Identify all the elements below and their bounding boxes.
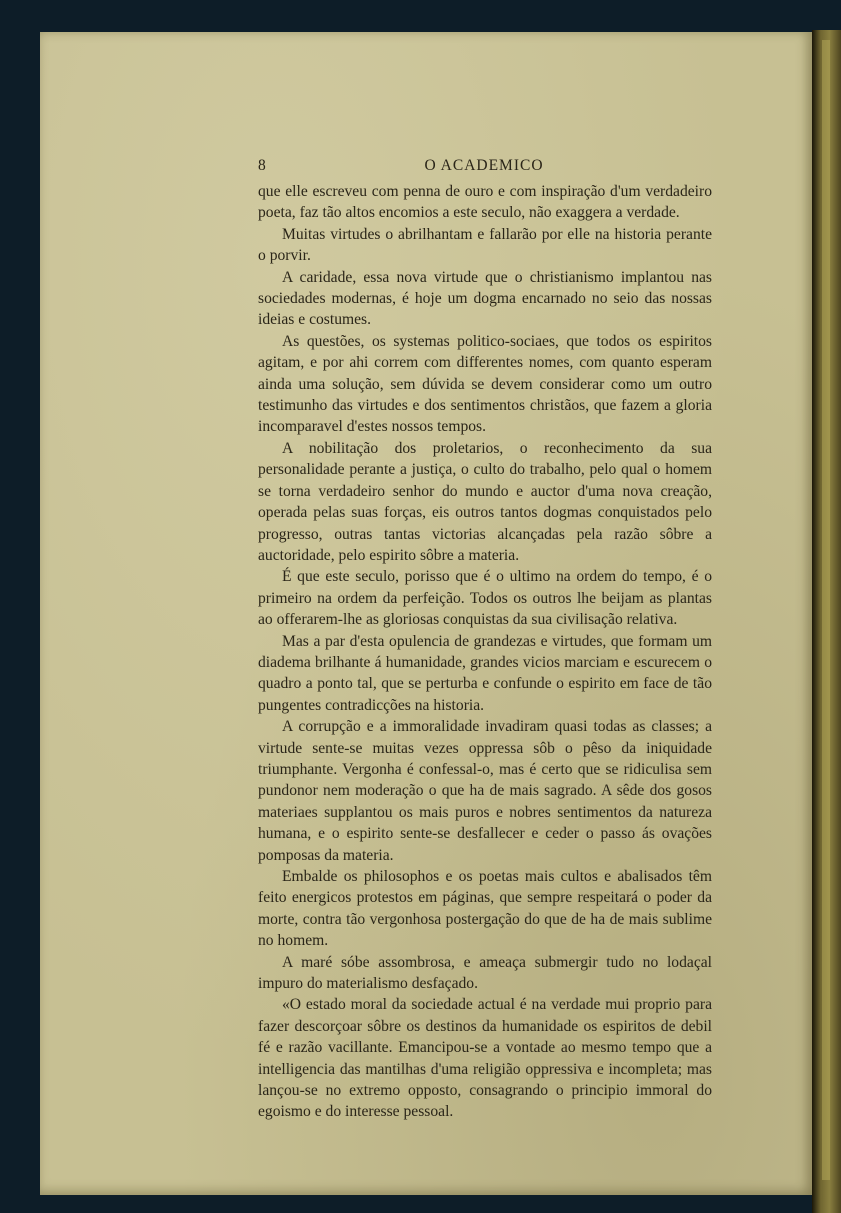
page-header <box>258 157 710 179</box>
paragraph-7: Mas a par d'esta opulencia de grandezas e virtudes, que formam um diadema brilhante á humanidade, grandes vicios marciam e escurecem o quadro a ponto tal, que se perturba e confunde o espirito em face de tão pungentes contradicções na historia. <box>258 632 712 714</box>
paragraph-6: É que este seculo, porisso que é o ultimo na ordem do tempo, é o primeiro na ordem da perfeição. Todos os outros lhe beijam as plantas ao offerarem-lhe as gloriosas conquistas da sua civilisação relativa. <box>258 568 712 629</box>
paragraph-8: A corrupção e a immoralidade invadiram quasi todas as classes; a virtude sente-se muitas vezes oppressa sôb o pêso da iniquidade triumphante. Vergonha é confessal-o, mas é certo que se ridiculisa sem pundonor nem moderação o que ha de mais sagrado. A sêde dos gosos materiaes supplantou os mais puros e nobres sentimentos da natureza humana, e o espirito sente-se desfallecer e ceder o passo ás ovações pomposas da materia. <box>258 718 712 864</box>
paragraph-10: A maré sóbe assombrosa, e ameaça submergir tudo no lodaçal impuro do materialismo desfaçado. <box>258 953 712 993</box>
paragraph-9: Embalde os philosophos e os poetas mais cultos e abalisados têm feito energicos protestos em páginas, que sempre respeitará o poder da morte, contra tão vergonhosa postergação do que de ha de mais sublime no homem. <box>258 868 712 950</box>
paragraph-11: «O estado moral da sociedade actual é na verdade mui proprio para fazer descorçoar sôbre os destinos da humanidade os espiritos de debil fé e razão vacillante. Emancipou-se a vontade ao mesmo tempo que a intelligencia das mantilhas d'uma religião oppressiva e incompleta; mas lançou-se no extremo opposto, consagrando o principio immoral do egoismo e do interesse pessoal. <box>258 996 712 1121</box>
paragraph-1: que elle escreveu com penna de ouro e com inspiração d'um verdadeiro poeta, faz tão altos encomios a este seculo, não exaggera a verdade. <box>258 183 712 222</box>
paragraph-2: Muitas virtudes o abrilhantam e fallarão por elle na historia perante o porvir. <box>258 225 712 265</box>
page-number: 8 <box>258 157 266 174</box>
body-text <box>258 181 712 1123</box>
paragraph-3: A caridade, essa nova virtude que o christianismo implantou nas sociedades modernas, é hoje um dogma encarnado no seio das nossas ideias e costumes. <box>258 268 712 329</box>
paragraph-5: A nobilitação dos proletarios, o reconhecimento da sua personalidade perante a justiça, o culto do trabalho, pelo qual o homem se torna verdadeiro senhor do mundo e auctor d'uma nova creação, operada pelas suas forças, eis outros tantos dogmas conquistados pelo progresso, outras tantas victorias alcançadas pela razão sôbre a auctoridade, pelo espirito sôbre a materia. <box>258 439 712 564</box>
paragraph-4: As questões, os systemas politico-sociaes, que todos os espiritos agitam, e por ahi correm com differentes nomes, com quanto esperam ainda uma solução, sem dúvida se devem considerar como um outro testimunho das virtudes e dos sentimentos christãos, que fazem a gloria incomparavel d'estes nossos tempos. <box>258 332 712 436</box>
book-edge-highlight <box>822 40 830 1180</box>
running-title: O ACADEMICO <box>424 157 544 174</box>
